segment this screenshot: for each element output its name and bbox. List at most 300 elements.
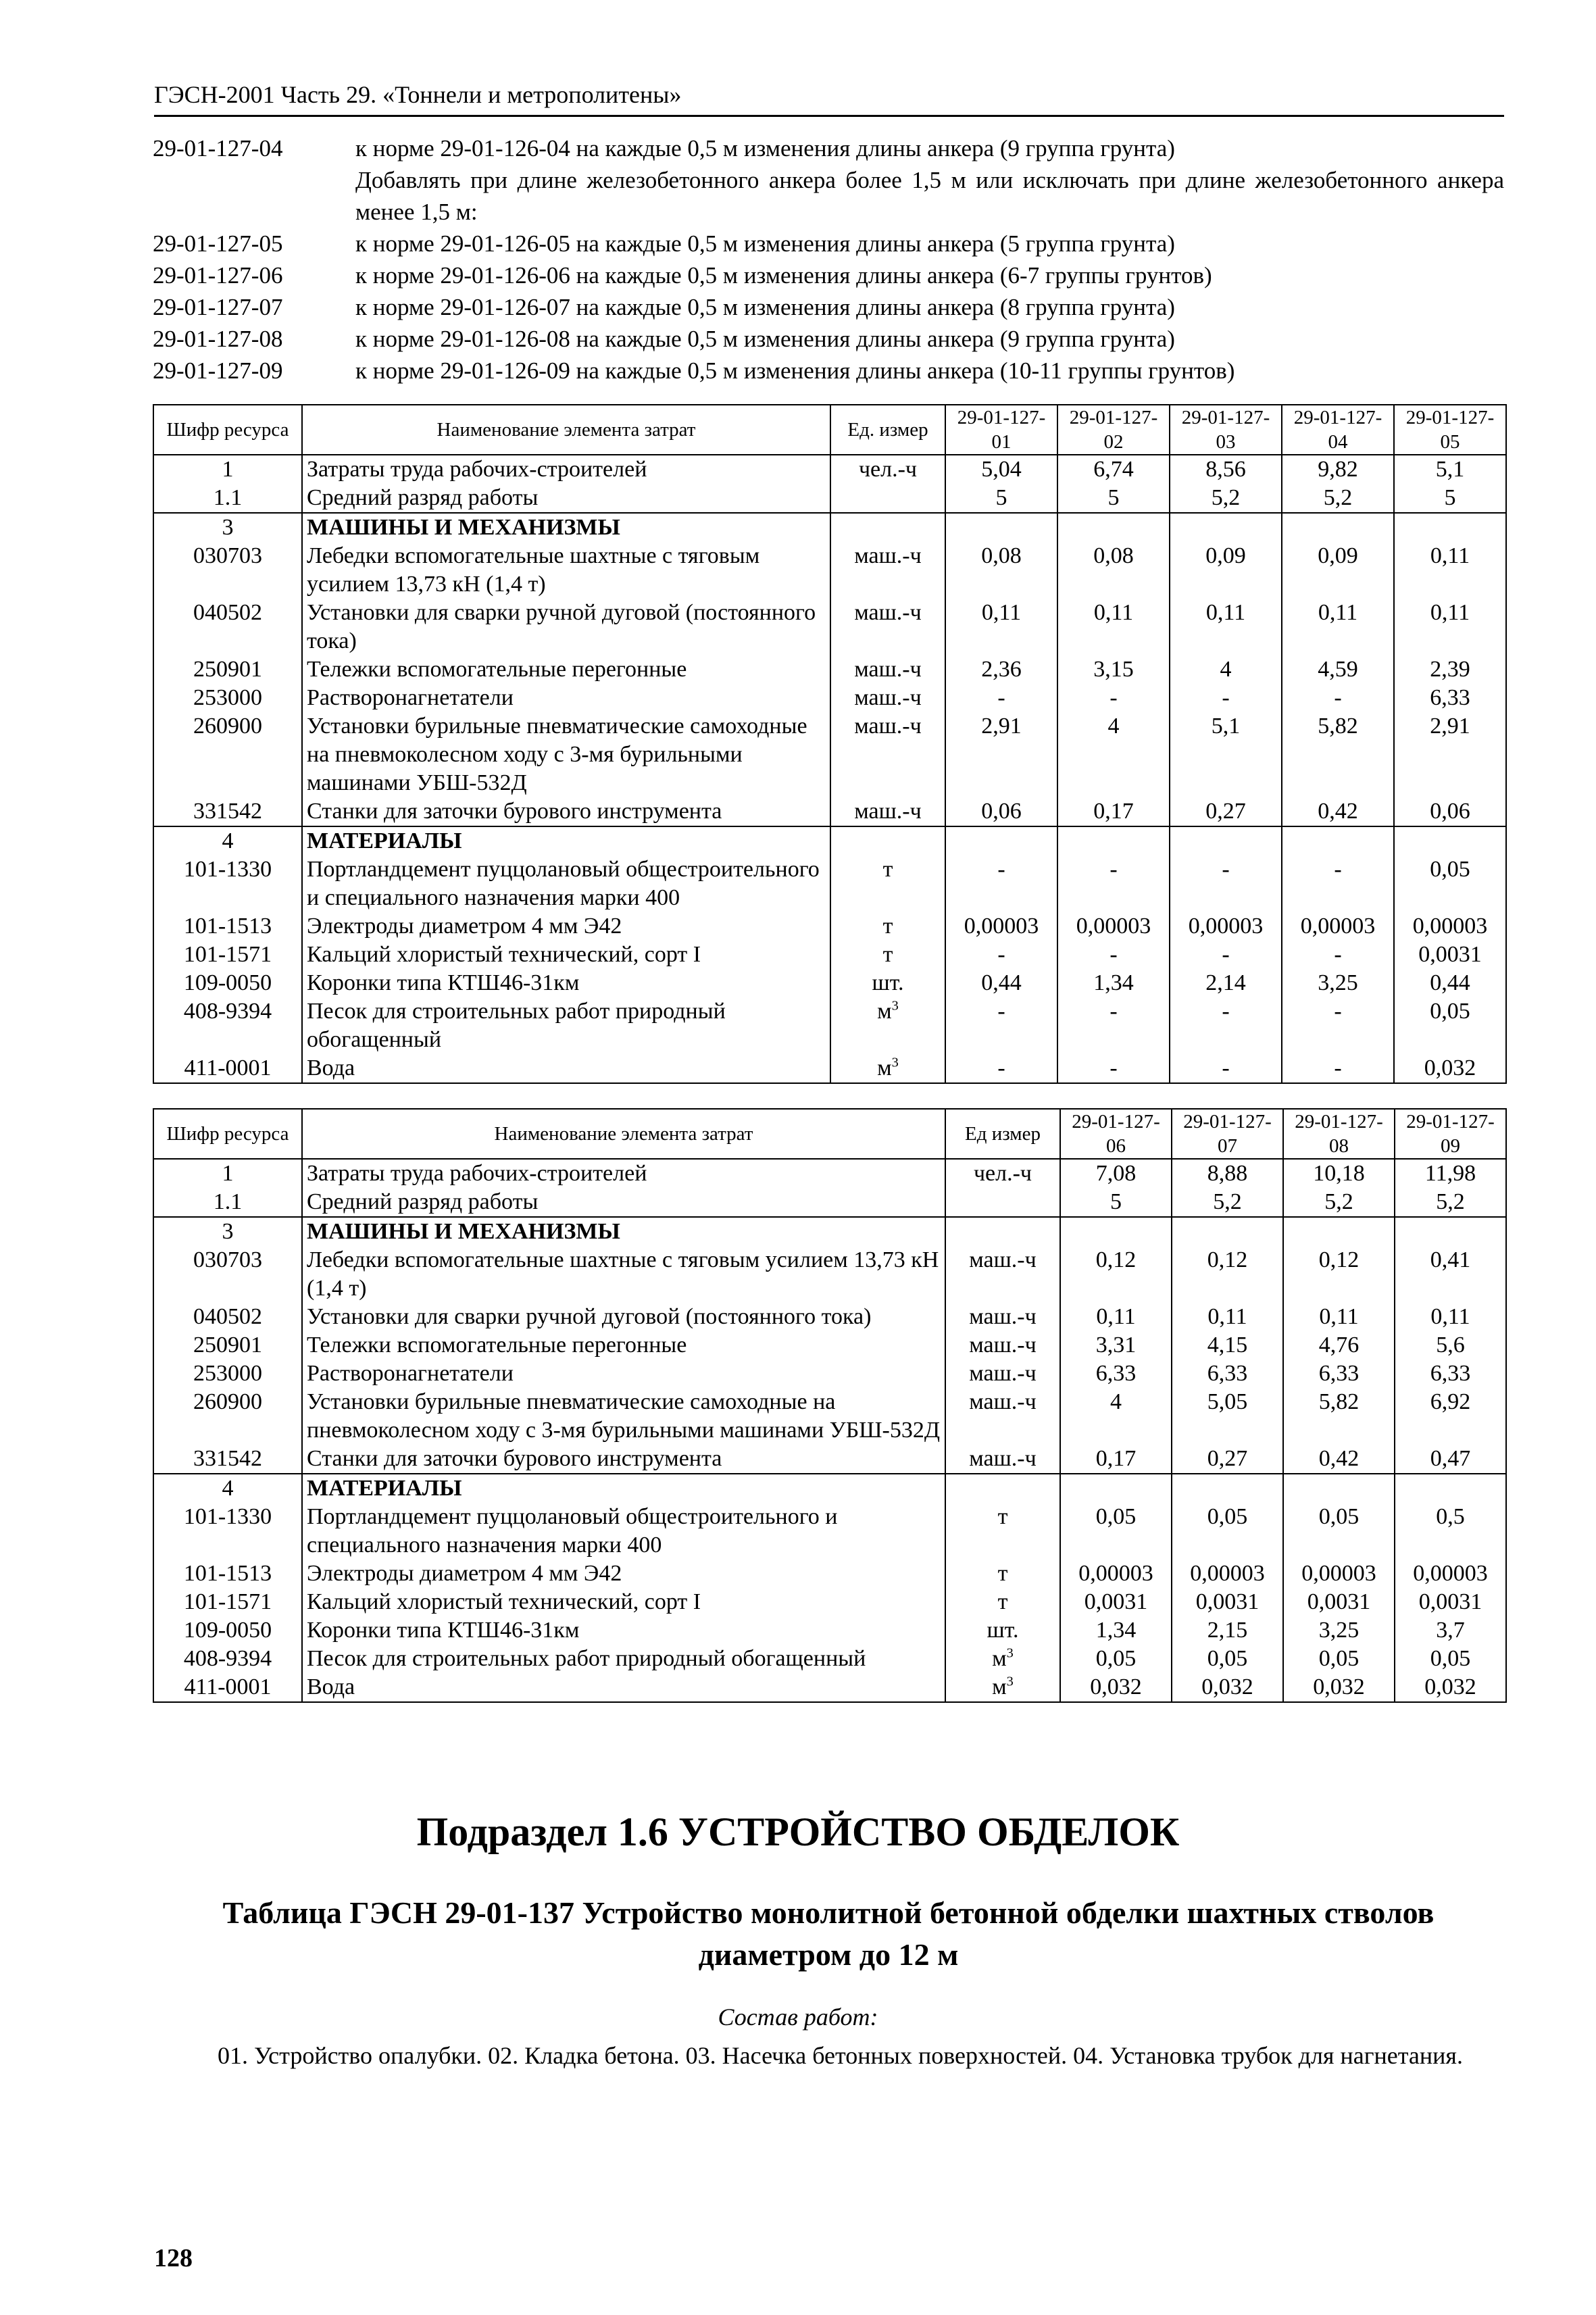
norm-value: 0,00003 — [1060, 1560, 1172, 1588]
table-title-line: диаметром до 12 м — [698, 1937, 959, 1972]
resource-code: 1 — [153, 455, 302, 484]
norm-value: 6,33 — [1060, 1360, 1172, 1388]
table-row — [153, 484, 1506, 513]
norm-value: 0,032 — [1172, 1673, 1283, 1702]
norm-value: 0,00003 — [1283, 1560, 1395, 1588]
norm-value: 0,08 — [1057, 542, 1170, 599]
adjustment-note: Добавлять при длине железобетонного анкера более 1,5 м или исключать при длине железобетонного анкера менее 1,5 м: — [355, 167, 1504, 225]
table-row — [153, 655, 1506, 684]
resource-unit: маш.-ч — [830, 684, 945, 712]
norm-value: 0,05 — [1172, 1645, 1283, 1673]
resource-code: 101-1571 — [153, 941, 302, 969]
norm-value: 0,12 — [1172, 1246, 1283, 1303]
norm-value: 0,11 — [1282, 599, 1394, 655]
norm-value: 4 — [1060, 1388, 1172, 1445]
adjustment-item — [153, 323, 1504, 355]
resource-unit: $м^3$ — [830, 997, 945, 1054]
norm-value: 6,74 — [1057, 455, 1170, 484]
table-row — [153, 1159, 1506, 1188]
norm-value: 0,11 — [945, 599, 1057, 655]
norm-value: 0,0031 — [1283, 1588, 1395, 1616]
table-row — [153, 969, 1506, 997]
norm-value: - — [1170, 997, 1282, 1054]
norm-value: 10,18 — [1283, 1159, 1395, 1188]
empty-cell — [1282, 513, 1394, 542]
norm-value: 1,34 — [1060, 1616, 1172, 1645]
norm-value: - — [945, 941, 1057, 969]
table-row — [153, 1588, 1506, 1616]
norm-value: 0,00003 — [945, 912, 1057, 941]
norm-value: 0,09 — [1170, 542, 1282, 599]
works-caption: Состав работ: — [718, 2003, 878, 2031]
norm-value: 0,17 — [1060, 1445, 1172, 1474]
norm-value: 0,11 — [1395, 1303, 1506, 1331]
table-row — [153, 1445, 1506, 1474]
norm-value: 0,0031 — [1395, 1588, 1506, 1616]
empty-cell — [830, 826, 945, 855]
header-name: Наименование элемента затрат — [302, 405, 830, 455]
norm-value: 5,05 — [1172, 1388, 1283, 1445]
norm-value: 0,0031 — [1060, 1588, 1172, 1616]
norm-value: 8,88 — [1172, 1159, 1283, 1188]
resource-code: 109-0050 — [153, 969, 302, 997]
empty-cell — [1395, 1217, 1506, 1246]
resource-name: Песок для строительных работ природный обогащенный — [302, 1645, 945, 1673]
table-row — [153, 912, 1506, 941]
norm-value: 5,2 — [1283, 1188, 1395, 1217]
header-norm-col: 29-01-127-05 — [1394, 405, 1506, 455]
norm-value: 0,05 — [1283, 1645, 1395, 1673]
resource-code: 040502 — [153, 1303, 302, 1331]
norm-value: 0,05 — [1394, 997, 1506, 1054]
resource-code: 109-0050 — [153, 1616, 302, 1645]
header-code: Шифр ресурса — [153, 1109, 302, 1159]
resource-unit: т — [945, 1560, 1060, 1588]
resource-name: Кальций хлористый технический, сорт I — [302, 1588, 945, 1616]
resource-unit: маш.-ч — [830, 797, 945, 826]
empty-cell — [1057, 513, 1170, 542]
norm-value: 0,0031 — [1394, 941, 1506, 969]
resource-name: Коронки типа КТШ46-31км — [302, 1616, 945, 1645]
header-norm-col: 29-01-127-07 — [1172, 1109, 1283, 1159]
table-row — [153, 1645, 1506, 1673]
empty-cell — [1060, 1217, 1172, 1246]
norm-value: 5 — [1057, 484, 1170, 513]
norm-value: 5,2 — [1395, 1188, 1506, 1217]
norm-value: 3,7 — [1395, 1616, 1506, 1645]
norm-value: 0,5 — [1395, 1503, 1506, 1560]
table-row — [153, 1388, 1506, 1445]
table-row — [153, 1303, 1506, 1331]
resource-unit: маш.-ч — [830, 712, 945, 797]
table-body — [153, 455, 1506, 1083]
norm-value: - — [1170, 1054, 1282, 1083]
norm-value: 2,14 — [1170, 969, 1282, 997]
table-row — [153, 997, 1506, 1054]
empty-cell — [1170, 826, 1282, 855]
norm-value: 3,25 — [1282, 969, 1394, 997]
header-norm-col: 29-01-127-09 — [1395, 1109, 1506, 1159]
norm-value: - — [1282, 997, 1394, 1054]
empty-cell — [1394, 826, 1506, 855]
header-code: Шифр ресурса — [153, 405, 302, 455]
resource-code: 253000 — [153, 1360, 302, 1388]
norm-value: 0,09 — [1282, 542, 1394, 599]
norm-value: 0,11 — [1283, 1303, 1395, 1331]
empty-cell — [1057, 826, 1170, 855]
running-header: ГЭСН-2001 Часть 29. «Тоннели и метрополитены» — [154, 80, 1504, 117]
empty-cell — [830, 513, 945, 542]
adjustment-item — [153, 132, 1504, 164]
norm-value: 0,27 — [1170, 797, 1282, 826]
resource-name: МАШИНЫ И МЕХАНИЗМЫ — [302, 1217, 945, 1246]
norm-value: 0,00003 — [1395, 1560, 1506, 1588]
norm-value: 0,47 — [1395, 1445, 1506, 1474]
norm-value: 0,00003 — [1394, 912, 1506, 941]
norm-value: 5,04 — [945, 455, 1057, 484]
resource-unit: маш.-ч — [945, 1388, 1060, 1445]
norm-value: 2,36 — [945, 655, 1057, 684]
adjustment-list — [153, 132, 1504, 387]
norm-value: 5 — [1060, 1188, 1172, 1217]
table-row — [153, 1360, 1506, 1388]
adjustment-code: 29-01-127-04 — [153, 135, 283, 161]
empty-cell — [1283, 1474, 1395, 1503]
empty-cell — [1282, 826, 1394, 855]
resource-unit: $м^3$ — [830, 1054, 945, 1083]
resource-name: МАТЕРИАЛЫ — [302, 1474, 945, 1503]
norm-value: 0,11 — [1394, 542, 1506, 599]
resource-name: Кальций хлористый технический, сорт I — [302, 941, 830, 969]
resource-name: Станки для заточки бурового инструмента — [302, 797, 830, 826]
resource-unit: $м^3$ — [945, 1673, 1060, 1702]
resource-unit: маш.-ч — [945, 1445, 1060, 1474]
resource-unit: маш.-ч — [830, 655, 945, 684]
norm-value: 6,33 — [1172, 1360, 1283, 1388]
resource-name: Средний разряд работы — [302, 484, 830, 513]
header-norm-col: 29-01-127-06 — [1060, 1109, 1172, 1159]
norm-value: 0,06 — [1394, 797, 1506, 826]
norm-value: 0,11 — [1172, 1303, 1283, 1331]
norm-value: 0,05 — [1172, 1503, 1283, 1560]
adjustment-text: к норме 29-01-126-05 на каждые 0,5 м изменения длины анкера (5 группа грунта) — [355, 230, 1175, 257]
table-row — [153, 941, 1506, 969]
header-norm-col: 29-01-127-03 — [1170, 405, 1282, 455]
resource-unit: маш.-ч — [945, 1331, 1060, 1360]
resource-unit: маш.-ч — [945, 1360, 1060, 1388]
resource-unit: т — [830, 912, 945, 941]
resource-code: 250901 — [153, 655, 302, 684]
adjustment-code: 29-01-127-05 — [153, 230, 283, 257]
norm-value: 0,0031 — [1172, 1588, 1283, 1616]
resource-name: Растворонагнетатели — [302, 684, 830, 712]
norm-value: - — [1282, 1054, 1394, 1083]
empty-cell — [1394, 513, 1506, 542]
resource-code: 040502 — [153, 599, 302, 655]
resource-name: Электроды диаметром 4 мм Э42 — [302, 912, 830, 941]
resource-table-2 — [153, 1108, 1507, 1703]
resource-unit: т — [830, 941, 945, 969]
norm-value: 0,032 — [1395, 1673, 1506, 1702]
norm-value: 4 — [1170, 655, 1282, 684]
norm-value: - — [1057, 941, 1170, 969]
empty-cell — [1172, 1474, 1283, 1503]
norm-value: - — [1170, 855, 1282, 912]
resource-code: 1.1 — [153, 1188, 302, 1217]
table-row — [153, 1616, 1506, 1645]
table-row — [153, 1474, 1506, 1503]
norm-value: - — [1282, 855, 1394, 912]
resource-name: Средний разряд работы — [302, 1188, 945, 1217]
norm-value: 5,2 — [1172, 1188, 1283, 1217]
table-header-row — [153, 1109, 1506, 1159]
empty-cell — [1060, 1474, 1172, 1503]
subsection-title: Подраздел 1.6 УСТРОЙСТВО ОБДЕЛОК — [416, 1810, 1180, 1854]
adjustment-text: к норме 29-01-126-08 на каждые 0,5 м изменения длины анкера (9 группа грунта) — [355, 326, 1175, 352]
norm-value: - — [945, 1054, 1057, 1083]
norm-value: 5,82 — [1282, 712, 1394, 797]
norm-value: 5,1 — [1394, 455, 1506, 484]
header-unit: Ед измер — [945, 1109, 1060, 1159]
resource-code: 4 — [153, 1474, 302, 1503]
table-header-row — [153, 405, 1506, 455]
works-text: 01. Устройство опалубки. 02. Кладка бетона. 03. Насечка бетонных поверхностей. 04. Установка трубок для нагнетания. — [218, 2042, 1463, 2069]
norm-value: - — [945, 855, 1057, 912]
resource-name: Тележки вспомогательные перегонные — [302, 655, 830, 684]
resource-table-1 — [153, 404, 1507, 1084]
empty-cell — [945, 826, 1057, 855]
header-norm-col: 29-01-127-08 — [1283, 1109, 1395, 1159]
norm-value: 0,00003 — [1172, 1560, 1283, 1588]
resource-code: 331542 — [153, 797, 302, 826]
table-row — [153, 599, 1506, 655]
adjustment-text: к норме 29-01-126-04 на каждые 0,5 м изменения длины анкера (9 группа грунта) — [355, 135, 1175, 161]
resource-code: 260900 — [153, 712, 302, 797]
norm-value: 2,39 — [1394, 655, 1506, 684]
table-row — [153, 684, 1506, 712]
norm-value: - — [1282, 941, 1394, 969]
norm-value: 0,032 — [1394, 1054, 1506, 1083]
norm-value: 4,76 — [1283, 1331, 1395, 1360]
norm-value: 5 — [1394, 484, 1506, 513]
adjustment-item — [153, 259, 1504, 291]
resource-name: Портландцемент пуццолановый общестроительного и специального назначения марки 400 — [302, 855, 830, 912]
norm-value: - — [1170, 941, 1282, 969]
header-norm-col: 29-01-127-04 — [1282, 405, 1394, 455]
resource-name: Установки для сварки ручной дуговой (постоянного тока) — [302, 1303, 945, 1331]
norm-value: - — [945, 997, 1057, 1054]
empty-cell — [1170, 513, 1282, 542]
norm-value: 0,41 — [1395, 1246, 1506, 1303]
norm-value: 0,11 — [1394, 599, 1506, 655]
norm-value: 0,44 — [945, 969, 1057, 997]
resource-unit: маш.-ч — [945, 1303, 1060, 1331]
norm-value: 0,06 — [945, 797, 1057, 826]
resource-code: 101-1513 — [153, 1560, 302, 1588]
adjustment-code: 29-01-127-09 — [153, 357, 283, 384]
resource-name: Станки для заточки бурового инструмента — [302, 1445, 945, 1474]
resource-code: 3 — [153, 513, 302, 542]
adjustment-code: 29-01-127-08 — [153, 326, 283, 352]
resource-code: 1 — [153, 1159, 302, 1188]
table-row — [153, 1217, 1506, 1246]
table-row — [153, 455, 1506, 484]
norm-value: 6,33 — [1394, 684, 1506, 712]
norm-value: 3,31 — [1060, 1331, 1172, 1360]
resource-code: 1.1 — [153, 484, 302, 513]
resource-code: 3 — [153, 1217, 302, 1246]
adjustment-item — [153, 355, 1504, 387]
header-unit: Ед. измер — [830, 405, 945, 455]
resource-code: 4 — [153, 826, 302, 855]
resource-code: 101-1330 — [153, 855, 302, 912]
norm-value: 0,05 — [1060, 1645, 1172, 1673]
norm-value: - — [1170, 684, 1282, 712]
norm-value: 0,42 — [1283, 1445, 1395, 1474]
norm-value: - — [1057, 997, 1170, 1054]
table-title-line: Таблица ГЭСН 29-01-137 Устройство монолитной бетонной обделки шахтных стволов — [222, 1895, 1435, 1930]
table-row — [153, 1560, 1506, 1588]
norm-value: 7,08 — [1060, 1159, 1172, 1188]
resource-name: Вода — [302, 1054, 830, 1083]
empty-cell — [1395, 1474, 1506, 1503]
adjustment-item — [153, 291, 1504, 323]
norm-value: 0,00003 — [1170, 912, 1282, 941]
resource-code: 411-0001 — [153, 1673, 302, 1702]
norm-value: 4 — [1057, 712, 1170, 797]
norm-value: 0,42 — [1282, 797, 1394, 826]
table-row — [153, 1188, 1506, 1217]
resource-name: Песок для строительных работ природный обогащенный — [302, 997, 830, 1054]
table-row — [153, 1331, 1506, 1360]
norm-value: 5,6 — [1395, 1331, 1506, 1360]
resource-name: Электроды диаметром 4 мм Э42 — [302, 1560, 945, 1588]
norm-value: 3,15 — [1057, 655, 1170, 684]
resource-name: МАТЕРИАЛЫ — [302, 826, 830, 855]
norm-value: 1,34 — [1057, 969, 1170, 997]
resource-unit: маш.-ч — [945, 1246, 1060, 1303]
norm-value: 2,91 — [1394, 712, 1506, 797]
table-row — [153, 855, 1506, 912]
table-row — [153, 1673, 1506, 1702]
norm-value: 4,15 — [1172, 1331, 1283, 1360]
norm-value: 0,11 — [1057, 599, 1170, 655]
empty-cell — [1172, 1217, 1283, 1246]
norm-value: 11,98 — [1395, 1159, 1506, 1188]
norm-value: 0,11 — [1170, 599, 1282, 655]
norm-value: 2,15 — [1172, 1616, 1283, 1645]
norm-value: 5 — [945, 484, 1057, 513]
resource-unit: $м^3$ — [945, 1645, 1060, 1673]
table-row — [153, 1054, 1506, 1083]
resource-code: 411-0001 — [153, 1054, 302, 1083]
table-row — [153, 513, 1506, 542]
norm-value: 8,56 — [1170, 455, 1282, 484]
norm-value: 0,00003 — [1282, 912, 1394, 941]
resource-unit: маш.-ч — [830, 599, 945, 655]
resource-unit: т — [945, 1503, 1060, 1560]
norm-value: - — [1057, 684, 1170, 712]
norm-value: 0,05 — [1283, 1503, 1395, 1560]
resource-name: Затраты труда рабочих-строителей — [302, 455, 830, 484]
norm-value: 0,12 — [1060, 1246, 1172, 1303]
resource-name: Лебедки вспомогательные шахтные с тяговым усилием 13,73 кН (1,4 т) — [302, 1246, 945, 1303]
resource-name: МАШИНЫ И МЕХАНИЗМЫ — [302, 513, 830, 542]
norm-value: 0,032 — [1283, 1673, 1395, 1702]
empty-cell — [945, 1217, 1060, 1246]
empty-cell — [945, 513, 1057, 542]
norm-value: 0,032 — [1060, 1673, 1172, 1702]
resource-name: Тележки вспомогательные перегонные — [302, 1331, 945, 1360]
resource-code: 101-1330 — [153, 1503, 302, 1560]
norm-value: 5,82 — [1283, 1388, 1395, 1445]
norm-value: 6,33 — [1395, 1360, 1506, 1388]
header-name: Наименование элемента затрат — [302, 1109, 945, 1159]
resource-code: 408-9394 — [153, 1645, 302, 1673]
resource-name: Портландцемент пуццолановый общестроительного и специального назначения марки 400 — [302, 1503, 945, 1560]
adjustment-code: 29-01-127-07 — [153, 294, 283, 320]
norm-value: 5,2 — [1170, 484, 1282, 513]
resource-name: Вода — [302, 1673, 945, 1702]
adjustment-text: к норме 29-01-126-09 на каждые 0,5 м изменения длины анкера (10-11 группы грунтов) — [355, 357, 1235, 384]
norm-value: 0,17 — [1057, 797, 1170, 826]
norm-value: 0,11 — [1060, 1303, 1172, 1331]
resource-code: 030703 — [153, 1246, 302, 1303]
norm-value: 9,82 — [1282, 455, 1394, 484]
table-row — [153, 1503, 1506, 1560]
norm-value: - — [1057, 1054, 1170, 1083]
norm-value: 0,12 — [1283, 1246, 1395, 1303]
resource-name: Затраты труда рабочих-строителей — [302, 1159, 945, 1188]
table-row — [153, 712, 1506, 797]
resource-unit: т — [830, 855, 945, 912]
norm-value: 0,08 — [945, 542, 1057, 599]
adjustment-code: 29-01-127-06 — [153, 262, 283, 289]
norm-value: 0,00003 — [1057, 912, 1170, 941]
norm-value: - — [1057, 855, 1170, 912]
adjustment-item — [153, 228, 1504, 259]
norm-value: 0,05 — [1395, 1645, 1506, 1673]
resource-unit — [830, 484, 945, 513]
table-row — [153, 542, 1506, 599]
resource-code: 101-1513 — [153, 912, 302, 941]
empty-cell — [1283, 1217, 1395, 1246]
resource-unit: чел.-ч — [830, 455, 945, 484]
header-norm-col: 29-01-127-02 — [1057, 405, 1170, 455]
norm-value: 5,2 — [1282, 484, 1394, 513]
norm-value: 0,05 — [1394, 855, 1506, 912]
norm-value: 0,05 — [1060, 1503, 1172, 1560]
resource-code: 331542 — [153, 1445, 302, 1474]
norm-value: - — [1282, 684, 1394, 712]
resource-unit — [945, 1188, 1060, 1217]
table-body — [153, 1159, 1506, 1702]
table-row — [153, 826, 1506, 855]
empty-cell — [945, 1474, 1060, 1503]
resource-code: 250901 — [153, 1331, 302, 1360]
norm-value: 2,91 — [945, 712, 1057, 797]
norm-value: 5,1 — [1170, 712, 1282, 797]
adjustment-text: к норме 29-01-126-07 на каждые 0,5 м изменения длины анкера (8 группа грунта) — [355, 294, 1175, 320]
resource-name: Лебедки вспомогательные шахтные с тяговым усилием 13,73 кН (1,4 т) — [302, 542, 830, 599]
resource-name: Растворонагнетатели — [302, 1360, 945, 1388]
norm-value: - — [945, 684, 1057, 712]
resource-unit: шт. — [945, 1616, 1060, 1645]
norm-value: 0,27 — [1172, 1445, 1283, 1474]
resource-name: Установки для сварки ручной дуговой (постоянного тока) — [302, 599, 830, 655]
resource-code: 030703 — [153, 542, 302, 599]
table-row — [153, 797, 1506, 826]
